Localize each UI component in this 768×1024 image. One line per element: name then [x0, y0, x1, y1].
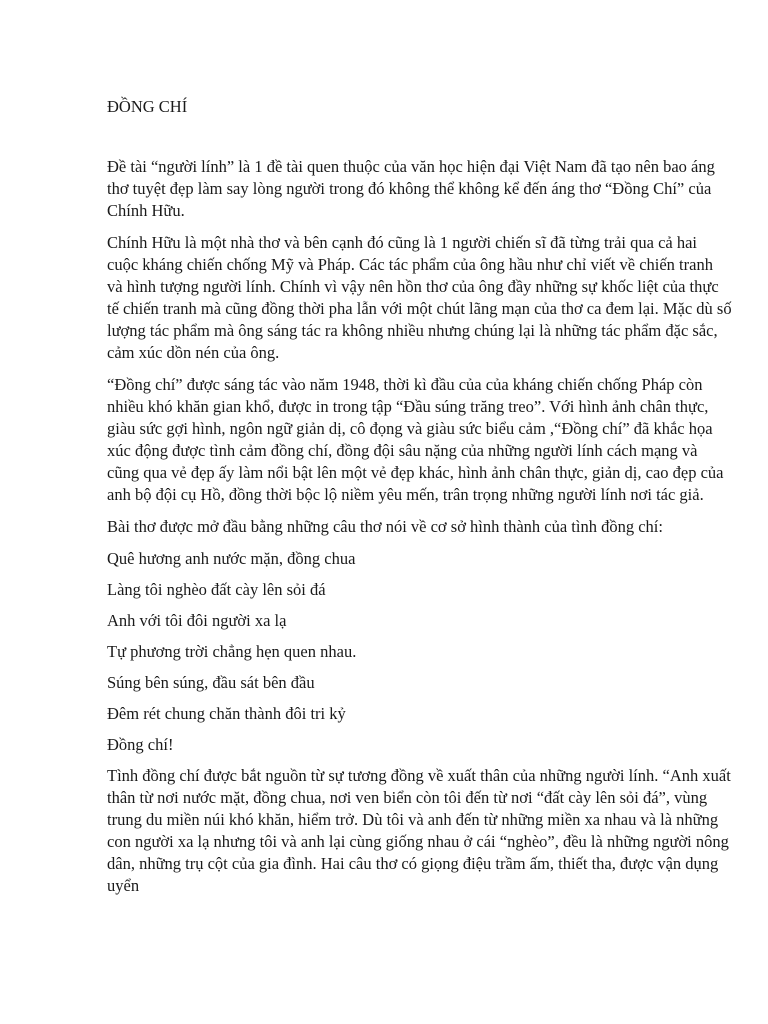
paragraph-topic-intro: Đề tài “người lính” là 1 đề tài quen thuộc của văn học hiện đại Việt Nam đã tạo nên bao áng thơ tuyệt đẹp làm say lòng người trong đó không thể không kể đến áng thơ “Đồng Chí” của Chính Hữu.	[107, 157, 715, 220]
poem-verse-line: Làng tôi nghèo đất cày lên sỏi đá	[107, 580, 326, 599]
poem-verse-line: Súng bên súng, đầu sát bên đầu	[107, 673, 315, 692]
paragraph-poem-opening: Bài thơ được mở đầu bằng những câu thơ nói về cơ sở hình thành của tình đồng chí:	[107, 517, 663, 536]
paragraph-analysis: Tình đồng chí được bắt nguồn từ sự tương đồng về xuất thân của những người lính. “Anh xuất thân từ nơi nước mặt, đồng chua, nơi ven biển còn tôi đến từ nơi “đất cày lên sỏi đá”, vùng trung du miền núi khó khăn, hiểm trở. Dù tôi và anh đến từ những miền xa nhau và là những con người xa lạ nhưng tôi và anh lại cùng giống nhau ở cái “nghèo”, đều là những người nông dân, những trụ cột của gia đình. Hai câu thơ có giọng điệu trầm ấm, thiết tha, được vận dụng uyển	[107, 766, 731, 895]
poem-verse-line: Tự phương trời chẳng hẹn quen nhau.	[107, 642, 357, 661]
document-title: ĐỒNG CHÍ	[107, 97, 188, 116]
poem-verse-line: Đồng chí!	[107, 735, 174, 754]
poem-verse-line: Đêm rét chung chăn thành đôi tri kỷ	[107, 704, 346, 723]
paragraph-poem-context: “Đồng chí” được sáng tác vào năm 1948, thời kì đầu của của kháng chiến chống Pháp còn nhiều khó khăn gian khổ, được in trong tập “Đầu súng trăng treo”. Với hình ảnh chân thực, giàu sức gợi hình, ngôn ngữ giản dị, cô đọng và giàu sức biểu cảm ,“Đồng chí” đã khắc họa xúc động được tình cảm đồng chí, đồng đội sâu nặng của những người lính cách mạng và cũng qua vẻ đẹp ấy làm nổi bật lên một vẻ đẹp khác, hình ảnh chân thực, giản dị, cao đẹp của anh bộ đội cụ Hồ, đồng thời bộc lộ niềm yêu mến, trân trọng những người lính nơi tác giả.	[107, 375, 724, 504]
poem-verse-line: Quê hương anh nước mặn, đồng chua	[107, 549, 356, 568]
poem-verse-line: Anh với tôi đôi người xa lạ	[107, 611, 287, 630]
document-page	[107, 96, 732, 907]
paragraph-author-bio: Chính Hữu là một nhà thơ và bên cạnh đó cũng là 1 người chiến sĩ đã từng trải qua cả hai cuộc kháng chiến chống Mỹ và Pháp. Các tác phẩm của ông hầu như chỉ viết về chiến tranh và hình tượng người lính. Chính vì vậy nên hồn thơ của ông đầy những sự khốc liệt của thực tế chiến tranh mà cũng đồng thời pha lẫn với một chút lãng mạn của thơ ca đem lại. Mặc dù số lượng tác phẩm mà ông sáng tác ra không nhiều nhưng chúng lại là những tác phẩm đặc sắc, cảm xúc dồn nén của ông.	[107, 233, 732, 362]
